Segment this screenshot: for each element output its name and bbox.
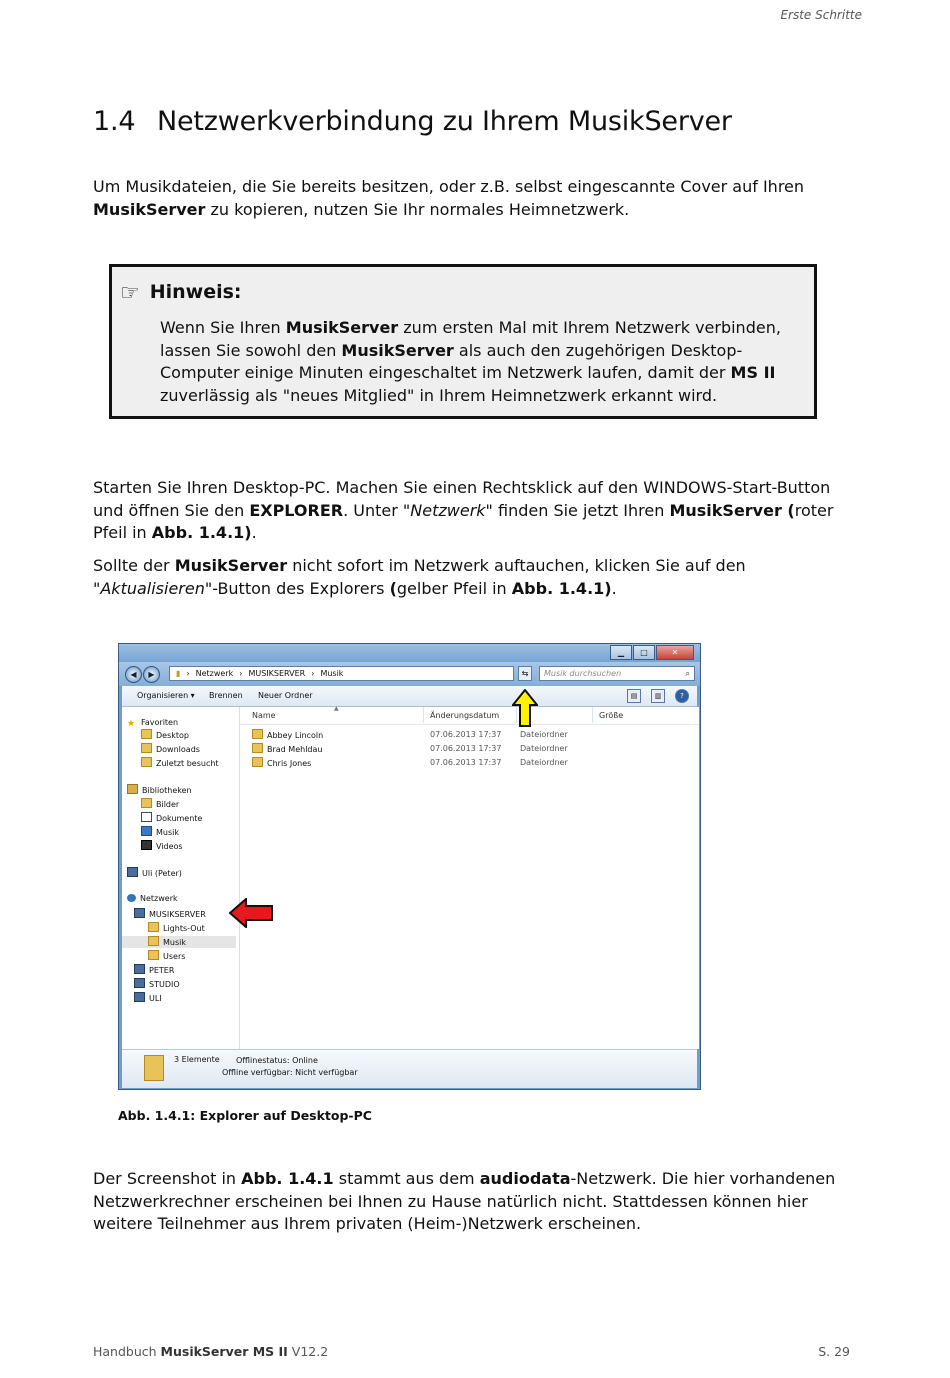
text: gelber Pfeil in bbox=[396, 578, 512, 598]
text: stammt aus dem bbox=[333, 1169, 480, 1188]
folder-icon bbox=[252, 743, 263, 753]
nav-item-label: Users bbox=[163, 952, 186, 961]
italic-text: "Aktualisieren" bbox=[93, 578, 213, 598]
view-options-icon[interactable]: ▤ bbox=[627, 689, 641, 703]
bold-text: Abb. 1.4.1) bbox=[151, 523, 252, 542]
folder-icon bbox=[141, 729, 152, 739]
footer-prefix: Handbuch bbox=[93, 1344, 161, 1359]
nav-item-label: Musik bbox=[163, 938, 186, 947]
text: nicht sofort im Netzwerk auftauchen, klicken Sie auf den bbox=[287, 556, 746, 575]
forward-button[interactable]: ▶ bbox=[143, 666, 160, 683]
file-type: Dateiordner bbox=[520, 744, 568, 753]
label: Offline verfügbar: bbox=[222, 1068, 293, 1077]
bold-text: Abb. 1.4.1) bbox=[511, 578, 612, 598]
nav-item-label: Desktop bbox=[156, 731, 189, 740]
nav-item-label: Downloads bbox=[156, 745, 200, 754]
folder-icon bbox=[141, 757, 152, 767]
folder-icon bbox=[252, 729, 263, 739]
folder-icon bbox=[148, 922, 159, 932]
file-date: 07.06.2013 17:37 bbox=[430, 730, 502, 739]
nav-item[interactable] bbox=[127, 784, 192, 796]
nav-item-label: Zuletzt besucht bbox=[156, 759, 219, 768]
search-icon: ⌕ bbox=[685, 669, 690, 678]
music-icon bbox=[141, 826, 152, 836]
text: zuverlässig als "neues Mitglied" in Ihrem Heimnetzwerk erkannt wird. bbox=[160, 385, 718, 405]
nav-item[interactable] bbox=[122, 936, 236, 948]
paragraph-screenshot-note bbox=[93, 1168, 853, 1236]
text: Um Musikdateien, die Sie bereits besitzen, oder z.B. selbst eingescannte Cover auf Ihren bbox=[93, 177, 805, 196]
burn-button[interactable]: Brennen bbox=[209, 691, 243, 700]
text: Wenn Sie Ihren bbox=[160, 318, 286, 337]
text: zum ersten Mal mit Ihrem Netzwerk verbinden, lassen Sie sowohl den bbox=[160, 318, 781, 360]
nav-item-label: Videos bbox=[156, 842, 183, 851]
nav-item-label: Uli (Peter) bbox=[142, 869, 182, 878]
footer-product: MusikServer MS II bbox=[160, 1344, 288, 1359]
organize-button[interactable]: Organisieren ▾ bbox=[137, 691, 195, 700]
folder-icon bbox=[148, 950, 159, 960]
column-size[interactable]: Größe bbox=[599, 711, 624, 720]
breadcrumb-network[interactable]: Netzwerk bbox=[195, 669, 234, 678]
nav-item-label: MUSIKSERVER bbox=[149, 910, 206, 919]
maximize-button[interactable]: □ bbox=[633, 645, 655, 660]
file-name: Brad Mehldau bbox=[267, 745, 323, 754]
video-icon bbox=[141, 840, 152, 850]
text: Der Screenshot in bbox=[93, 1169, 242, 1188]
address-row bbox=[119, 662, 700, 686]
title-bar bbox=[119, 644, 700, 662]
column-name[interactable]: Name bbox=[252, 711, 276, 720]
nav-item[interactable] bbox=[141, 812, 202, 824]
command-bar bbox=[122, 686, 697, 707]
nav-item-label: Netzwerk bbox=[140, 894, 178, 903]
back-button[interactable]: ◀ bbox=[125, 666, 142, 683]
pc-icon bbox=[127, 867, 138, 877]
pc-icon bbox=[134, 978, 145, 988]
new-folder-button[interactable]: Neuer Ordner bbox=[258, 691, 313, 700]
folder-icon bbox=[252, 757, 263, 767]
nav-item-label: Dokumente bbox=[156, 814, 203, 823]
footer-version: V12.2 bbox=[287, 1344, 329, 1359]
breadcrumb-musik[interactable]: Musik bbox=[320, 669, 344, 678]
window-controls bbox=[610, 645, 694, 660]
column-date[interactable]: Änderungsdatum bbox=[430, 711, 500, 720]
page-number: S. 29 bbox=[818, 1344, 850, 1359]
italic-text: "Netzwerk" bbox=[402, 500, 493, 520]
file-type: Dateiordner bbox=[520, 730, 568, 739]
hint-box bbox=[109, 264, 817, 419]
minimize-button[interactable]: ▁ bbox=[610, 645, 632, 660]
view-controls bbox=[627, 689, 689, 703]
file-name: Chris Jones bbox=[267, 759, 312, 768]
file-list bbox=[240, 707, 699, 1049]
bold-text: MusikServer bbox=[93, 199, 206, 219]
nav-item-label: Musik bbox=[156, 828, 179, 837]
chevron-right-icon: › bbox=[311, 669, 315, 678]
file-date: 07.06.2013 17:37 bbox=[430, 758, 502, 767]
hint-text bbox=[160, 317, 810, 407]
breadcrumb-musikserver[interactable]: MUSIKSERVER bbox=[248, 669, 306, 678]
bold-text: audiodata bbox=[479, 1169, 571, 1188]
search-placeholder: Musik durchsuchen bbox=[544, 669, 622, 678]
paragraph-explorer bbox=[93, 477, 853, 545]
nav-item[interactable] bbox=[127, 894, 178, 906]
folder-icon bbox=[141, 743, 152, 753]
nav-item[interactable] bbox=[141, 798, 179, 810]
nav-item[interactable] bbox=[141, 729, 189, 741]
hint-title: Hinweis: bbox=[149, 281, 242, 303]
nav-item-label: Lights-Out bbox=[163, 924, 205, 933]
hint-header bbox=[120, 281, 242, 306]
search-input[interactable] bbox=[539, 666, 695, 681]
nav-item[interactable] bbox=[141, 757, 219, 769]
nav-item-label: STUDIO bbox=[149, 980, 180, 989]
bold-text: MS II bbox=[730, 363, 776, 382]
column-divider[interactable] bbox=[423, 707, 424, 723]
explorer-window bbox=[118, 643, 701, 1090]
nav-item[interactable] bbox=[148, 922, 205, 934]
offline-status bbox=[236, 1056, 318, 1065]
chevron-right-icon: › bbox=[239, 669, 243, 678]
nav-item[interactable] bbox=[127, 867, 182, 879]
pc-icon bbox=[134, 964, 145, 974]
running-head: Erste Schritte bbox=[780, 8, 862, 22]
bold-text: EXPLORER bbox=[249, 500, 344, 520]
nav-item[interactable] bbox=[134, 992, 162, 1004]
footer-left bbox=[93, 1344, 328, 1359]
text: zu kopieren, nutzen Sie Ihr normales Heimnetzwerk. bbox=[205, 199, 630, 219]
label: Offlinestatus: bbox=[236, 1056, 290, 1065]
preview-pane-icon[interactable]: ▥ bbox=[651, 689, 665, 703]
intro-paragraph bbox=[93, 176, 853, 221]
folder-icon: ▮ bbox=[176, 669, 181, 678]
section-number: 1.4 bbox=[93, 106, 136, 137]
close-button[interactable]: ✕ bbox=[656, 645, 694, 660]
yellow-arrow-icon bbox=[512, 689, 538, 727]
paragraph-refresh bbox=[93, 555, 853, 600]
value: Online bbox=[292, 1056, 318, 1065]
bold-text: MusikServer bbox=[174, 556, 288, 575]
text: roter Pfeil in bbox=[93, 500, 834, 542]
file-row[interactable] bbox=[252, 743, 322, 754]
column-divider[interactable] bbox=[592, 707, 593, 723]
folder-icon bbox=[141, 798, 152, 808]
star-icon: ★ bbox=[127, 719, 136, 729]
value: Nicht verfügbar bbox=[295, 1068, 358, 1077]
file-row[interactable] bbox=[252, 757, 311, 768]
pointing-hand-icon: ☞ bbox=[120, 281, 140, 306]
nav-item[interactable] bbox=[134, 964, 174, 976]
nav-item-label: ULI bbox=[149, 994, 162, 1003]
nav-item[interactable] bbox=[141, 840, 183, 852]
section-title: Netzwerkverbindung zu Ihrem MusikServer bbox=[157, 106, 732, 137]
file-row[interactable] bbox=[252, 729, 323, 740]
text: -Button des Explorers bbox=[212, 578, 390, 598]
item-count: 3 Elemente bbox=[174, 1055, 220, 1064]
text: -Netzwerk. Die hier vorhandenen Netzwerkrechner erscheinen bei Ihnen zu Hause natürlich nicht. Stattdessen können hier weitere Teilnehmer aus Ihrem privaten (Heim-)Netzwerk erscheinen. bbox=[93, 1169, 836, 1233]
nav-item[interactable] bbox=[134, 908, 206, 920]
figure-caption: Abb. 1.4.1: Explorer auf Desktop-PC bbox=[118, 1108, 372, 1123]
bold-text: ( bbox=[389, 578, 397, 598]
text: Starten Sie Ihren Desktop-PC. Machen Sie einen Rechtsklick auf den WINDOWS-Start-Button und öffnen Sie den bbox=[93, 478, 831, 520]
address-bar[interactable] bbox=[169, 666, 514, 681]
nav-item[interactable] bbox=[148, 950, 185, 962]
pc-icon bbox=[134, 992, 145, 1002]
nav-item-label: PETER bbox=[149, 966, 175, 975]
bold-text: MusikServer bbox=[341, 340, 454, 360]
nav-item-label: Favoriten bbox=[141, 718, 179, 727]
text: als auch den zugehörigen Desktop-Computer einige Minuten eingeschaltet im Netzwerk laufen, damit der bbox=[160, 340, 743, 382]
file-date: 07.06.2013 17:37 bbox=[430, 744, 502, 753]
nav-item[interactable] bbox=[141, 826, 179, 838]
lib-icon bbox=[127, 784, 138, 794]
sort-indicator-icon: ▲ bbox=[334, 705, 339, 712]
doc-icon bbox=[141, 812, 152, 822]
offline-availability bbox=[222, 1068, 358, 1077]
file-name: Abbey Lincoln bbox=[267, 731, 324, 740]
folder-icon bbox=[148, 936, 159, 946]
navigation-pane bbox=[122, 707, 240, 1049]
nav-item-label: Bilder bbox=[156, 800, 180, 809]
section-heading bbox=[93, 106, 732, 137]
text: . bbox=[611, 578, 617, 598]
help-icon[interactable]: ? bbox=[675, 689, 689, 703]
header-line bbox=[240, 724, 699, 725]
folder-icon bbox=[144, 1055, 164, 1081]
bold-text: MusikServer bbox=[285, 318, 399, 337]
bold-text: Abb. 1.4.1 bbox=[241, 1169, 334, 1188]
text: Sollte der bbox=[93, 556, 175, 575]
text: . bbox=[251, 523, 257, 542]
nav-item-label: Bibliotheken bbox=[142, 786, 192, 795]
text: . Unter bbox=[343, 500, 403, 520]
text: finden Sie jetzt Ihren bbox=[492, 500, 670, 520]
nav-item[interactable] bbox=[141, 743, 200, 755]
red-arrow-icon bbox=[229, 898, 273, 928]
details-pane bbox=[122, 1049, 697, 1088]
chevron-right-icon: › bbox=[186, 669, 190, 678]
bold-text: MusikServer ( bbox=[669, 500, 795, 520]
file-type: Dateiordner bbox=[520, 758, 568, 767]
nav-item[interactable] bbox=[134, 978, 180, 990]
pc-icon bbox=[134, 908, 145, 918]
refresh-button[interactable]: ⇆ bbox=[518, 666, 532, 681]
net-icon bbox=[127, 894, 136, 902]
